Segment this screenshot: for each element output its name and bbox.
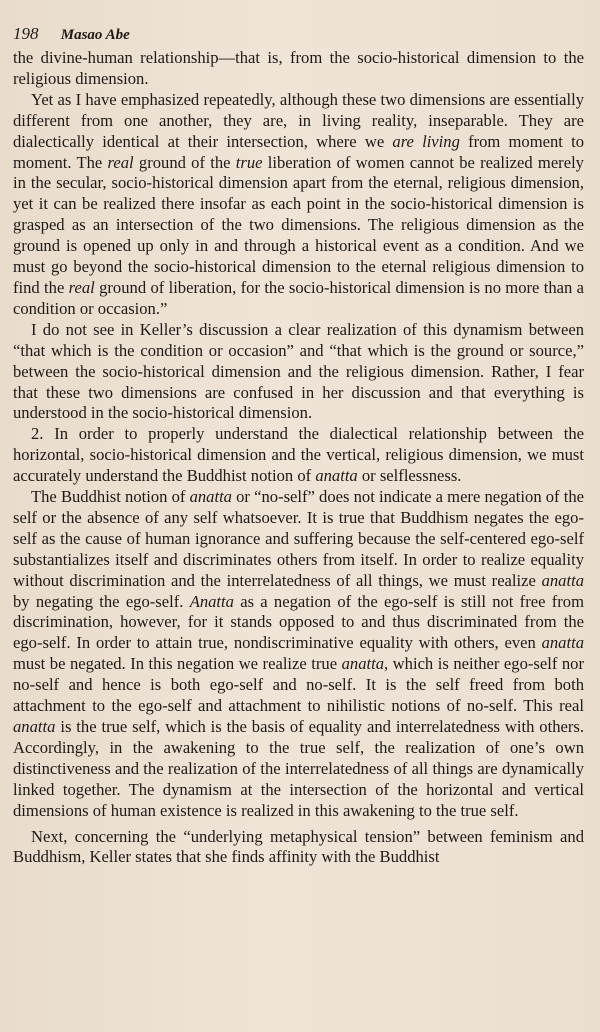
text-run: is the true self, which is the basis of equality and interrelatedness with others. Accordingly, in the awakening to the true self, the realization of one’s own distinctiveness and the realization of the interrelatedness of all things are dynamically linked together. The dynamism at the intersection of the horizontal and vertical dimensions of human existence is realized in this awakening to the true self.	[13, 717, 584, 820]
italic-text: are living	[392, 131, 460, 151]
text-run: as a negation of the ego-self is still not free from discrimination, however, for it stands opposed to and thus discriminated from the ego-self. In order to attain true, nondiscriminative equality with others, even	[13, 591, 584, 653]
text-run: Yet as I have emphasized repeatedly, although these two dimensions are essentially different from one another, they are, in living reality, inseparable. They are dialectically identical at their intersection, where we	[13, 89, 584, 151]
italic-text: anatta	[315, 466, 358, 486]
paragraph	[13, 487, 584, 822]
italic-text: anatta	[541, 633, 584, 653]
paragraph	[13, 90, 584, 320]
running-head	[13, 22, 584, 46]
text-run: , which is neither ego-self nor no-self and hence is both ego-self and no-self. It is the self freed from both attachment to the ego-self and attachment to nihilistic notions of no-self. This real	[13, 654, 584, 716]
page-number: 198	[13, 24, 39, 43]
running-head-author: Masao Abe	[60, 27, 130, 43]
italic-text: Anatta	[189, 591, 234, 611]
text-run: the divine-human relationship—that is, from the socio-historical dimension to the religious dimension.	[13, 48, 584, 88]
paragraph	[13, 827, 584, 869]
text-run: or “no-self” does not indicate a mere negation of the self or the absence of any self whatsoever. It is true that Buddhism negates the ego-self as the cause of human ignorance and suffering because the self-centered ego-self substantializes itself and discriminates others from itself. In order to realize equality without discrimination and the interrelatedness of all things, we must realize	[13, 487, 585, 590]
italic-text: anatta	[189, 487, 232, 507]
italic-text: real	[68, 277, 95, 297]
text-run: ground of liberation, for the socio-historical dimension is no more than a condition or occasion.”	[13, 277, 584, 318]
text-run: or selflessness.	[357, 466, 462, 486]
body-text	[13, 48, 584, 868]
italic-text: real	[107, 152, 134, 172]
italic-text: true	[235, 152, 263, 172]
text-run: liberation of women cannot be realized merely in the secular, socio-historical dimension apart from the eternal, religious dimension, yet it can be realized there insofar as each point in the socio-historical dimension is grasped as an intersection of the two dimensions. The religious dimension as the ground is opened up only in and through a historical event as a condition. And we must go beyond the socio-historical dimension to the eternal religious dimension to find the	[13, 152, 584, 297]
italic-text: anatta	[13, 717, 56, 736]
text-run: ground of the	[133, 152, 236, 172]
paragraph	[13, 48, 584, 90]
paragraph	[13, 320, 584, 425]
text-run: from moment to moment. The	[13, 131, 584, 172]
text-run: The Buddhist notion of	[31, 487, 190, 507]
paragraph	[13, 424, 584, 487]
text-run: must be negated. In this negation we realize true	[13, 654, 342, 674]
text-run: I do not see in Keller’s discussion a clear realization of this dynamism between “that which is the condition or occasion” and “that which is the ground or source,” between the socio-historical dimension and the religious dimension. Rather, I fear that these two dimensions are confused in her discussion and that everything is understood in the socio-historical dimension.	[13, 319, 584, 423]
text-run: by negating the ego-self.	[13, 591, 190, 611]
text-run: Next, concerning the “underlying metaphysical tension” between feminism and Buddhism, Keller states that she finds affinity with the Buddhist	[13, 826, 584, 867]
text-run: 2. In order to properly understand the dialectical relationship between the horizontal, socio-historical dimension and the vertical, religious dimension, we must accurately understand the Buddhist notion of	[13, 424, 584, 486]
italic-text: anatta	[341, 654, 385, 674]
italic-text: anatta	[541, 570, 584, 590]
